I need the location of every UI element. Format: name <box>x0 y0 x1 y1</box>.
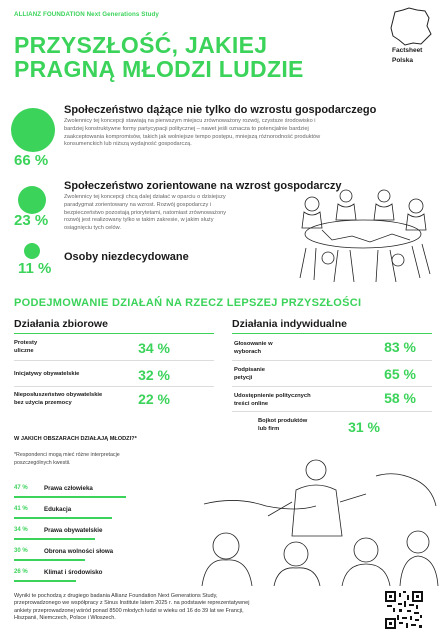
segment-title: Społeczeństwo zorientowane na wzrost gospodarczy <box>64 180 342 192</box>
area-label: Edukacja <box>44 506 72 513</box>
label-line: Bojkot produktów <box>258 418 308 424</box>
individual-row-label <box>234 367 265 382</box>
area-pct: 41 % <box>14 506 28 512</box>
row-separator <box>14 360 214 361</box>
segment-circle-66 <box>11 108 55 152</box>
segment-circle-23 <box>18 186 46 214</box>
poland-map-icon <box>387 6 433 48</box>
areas-title: W JAKICH OBSZARACH DZIAŁAJĄ MŁODZI?* <box>14 436 137 442</box>
study-name: ALLIANZ FOUNDATION Next Generations Study <box>14 11 159 18</box>
segment-title: Społeczeństwo dążące nie tylko do wzrostu gospodarczego <box>64 104 377 116</box>
label-line: Podpisanie <box>234 367 265 373</box>
area-label: Obrona wolności słowa <box>44 548 114 555</box>
label-line: uliczne <box>14 347 34 354</box>
footnote-line: poszczególnych kwestii. <box>14 459 71 466</box>
individual-row-value: 65 % <box>384 366 416 382</box>
actions-section-title: PODEJMOWANIE DZIAŁAŃ NA RZECZ LEPSZEJ PRZYSZŁOŚCI <box>14 297 362 309</box>
footnote-line: *Respondenci mogą mieć różne interpretacje <box>14 452 120 458</box>
individual-row-label <box>234 341 273 356</box>
area-bar <box>14 517 112 519</box>
group-discussion-illustration <box>292 186 434 284</box>
divider <box>232 333 432 334</box>
area-pct: 30 % <box>14 548 28 554</box>
collective-row-label <box>14 371 79 379</box>
individual-row-value: 83 % <box>384 339 416 355</box>
area-pct: 34 % <box>14 527 28 533</box>
individual-row-label <box>258 418 307 433</box>
row-separator <box>232 386 432 387</box>
segment-pct: 11 % <box>18 260 52 277</box>
divider <box>14 333 214 334</box>
label-line: Protesty <box>14 340 38 346</box>
title-line-1: PRZYSZŁOŚĆ, JAKIEJ <box>14 32 268 58</box>
collective-row-label <box>14 392 102 407</box>
area-bar <box>14 538 95 540</box>
area-pct: 26 % <box>14 569 28 575</box>
individual-row-value: 58 % <box>384 390 416 406</box>
row-separator <box>232 411 432 412</box>
label-line: lub firm <box>258 425 280 432</box>
area-pct: 47 % <box>14 485 28 491</box>
row-separator <box>14 386 214 387</box>
label-line: Nieposłuszeństwo obywatelskie <box>14 392 103 398</box>
audience-illustration <box>196 446 440 586</box>
segment-pct: 23 % <box>14 212 49 229</box>
segment-circle-11 <box>24 243 40 259</box>
collective-row-value: 34 % <box>138 340 170 356</box>
individual-actions-heading: Działania indywidualne <box>232 318 347 330</box>
area-label: Prawa człowieka <box>44 485 93 492</box>
area-bar <box>14 496 126 498</box>
areas-footnote <box>14 452 120 467</box>
individual-row-value: 31 % <box>348 419 380 435</box>
area-label: Prawa obywatelskie <box>44 527 103 534</box>
segment-text: Zwolennicy tej koncepcji chcą dalej działać w oparciu o dzisiejszy paradygmat zorientowany na wzrost. Rozwój gospodarczy i bezpieczeństwo pozostają priorytetami, natomiast zrównoważony rozwój jest realizowany tylko w takim zakresie, w jakim służy osiągnięciu tych celów. <box>64 194 226 232</box>
factsheet-word: Factsheet <box>392 47 423 54</box>
label-line: Udostępnienie politycznych <box>234 393 311 399</box>
collective-row-label <box>14 340 37 355</box>
country-name: Polska <box>392 57 413 64</box>
segment-title: Osoby niezdecydowane <box>64 251 189 263</box>
area-bar <box>14 559 85 561</box>
segment-pct: 66 % <box>14 152 49 169</box>
methodology-note: Wyniki te pochodzą z drugiego badania Allianz Foundation Next Generations Study, przeprowadzonego we współpracy z Sinus Institute latem 2025 r. na podstawie reprezentatywnej ankiety przeprowadzonej wśród ponad 8500 młodych ludzi w wieku od 16 do 39 lat we Francji, Hiszpanii, Niemczech, Polsce i Włoszech. <box>14 593 250 622</box>
label-line: treści online <box>234 400 269 407</box>
label-line: wyborach <box>234 348 262 355</box>
title-line-2: PRAGNĄ MŁODZI LUDZIE <box>14 56 304 82</box>
collective-row-value: 32 % <box>138 367 170 383</box>
page-title <box>14 33 314 81</box>
label-line: petycji <box>234 374 253 381</box>
label-line: Inicjatywy obywatelskie <box>14 371 80 377</box>
collective-row-value: 22 % <box>138 391 170 407</box>
collective-actions-heading: Działania zbiorowe <box>14 318 108 330</box>
individual-row-label <box>234 393 311 408</box>
segment-text: Zwolennicy tej koncepcji stawiają na pierwszym miejscu zrównoważony rozwój, czystsze środowisko i bardziej konstruktywne formy partycypacji politycznej – nawet jeśli oznacza to potencjalnie bardziej zaakceptowania kompromisów, takich jak wolniejsze tempo postępu, mniejszą różnorodność produktów konsumenckich lub niższą wydajność gospodarczą. <box>64 118 321 148</box>
qr-code-icon <box>385 591 423 629</box>
area-label: Klimat i środowisko <box>44 569 103 576</box>
label-line: bez użycia przemocy <box>14 399 72 406</box>
factsheet-label <box>392 46 422 66</box>
area-bar <box>14 580 76 582</box>
row-separator <box>232 360 432 361</box>
label-line: Głosowanie w <box>234 341 273 347</box>
